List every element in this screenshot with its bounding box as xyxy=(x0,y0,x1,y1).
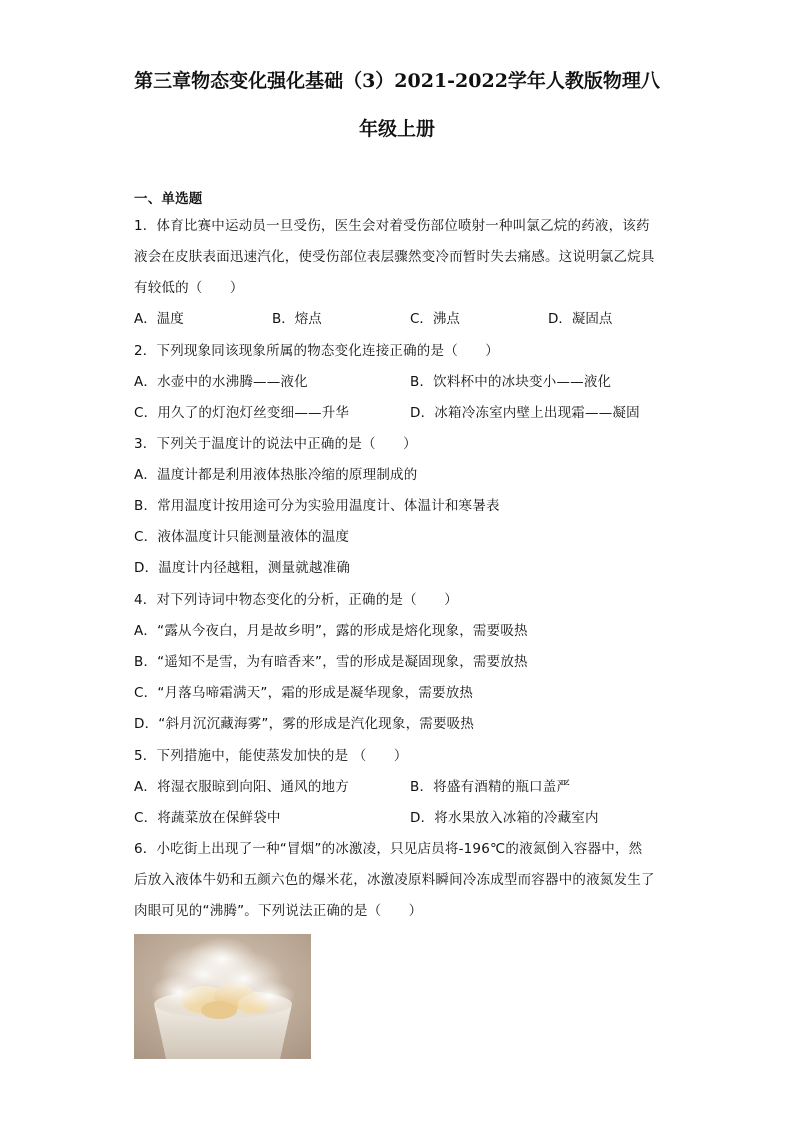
ice-cream-photo xyxy=(134,934,311,1059)
q2-option-b: B．饮料杯中的冰块变小——液化 xyxy=(410,374,612,390)
q1-option-a: A．温度 xyxy=(134,311,184,327)
q6-stem-line3: 肉眼可见的“沸腾”。下列说法正确的是（ ） xyxy=(134,903,423,919)
q4-option-b: B．“遥知不是雪，为有暗香来”，雪的形成是凝固现象，需要放热 xyxy=(134,654,528,670)
q1-option-d: D．凝固点 xyxy=(548,311,613,327)
section-heading: 一、单选题 xyxy=(134,191,203,207)
q4-option-d: D．“斜月沉沉藏海雾”，雾的形成是汽化现象，需要吸热 xyxy=(134,716,475,732)
q5-option-d: D．将水果放入冰箱的冷藏室内 xyxy=(410,810,599,826)
q5-option-b: B．将盛有酒精的瓶口盖严 xyxy=(410,779,571,795)
document-title-line1: 第三章物态变化强化基础（3）2021-2022学年人教版物理八 xyxy=(134,70,660,92)
q6-stem-line1: 6．小吃街上出现了一种“冒烟”的冰激凌，只见店员将-196℃的液氮倒入容器中，然 xyxy=(134,841,643,857)
q1-stem-line3: 有较低的（ ） xyxy=(134,280,244,296)
q1-stem-line1: 1．体育比赛中运动员一旦受伤，医生会对着受伤部位喷射一种叫氯乙烷的药液，该药 xyxy=(134,218,650,234)
q5-option-a: A．将湿衣服晾到向阳、通风的地方 xyxy=(134,779,349,795)
q5-stem: 5．下列措施中，能使蒸发加快的是 （ ） xyxy=(134,748,408,764)
q1-stem-line2: 液会在皮肤表面迅速汽化，使受伤部位表层骤然变冷而暂时失去痛感。这说明氯乙烷具 xyxy=(134,249,655,265)
q3-option-b: B．常用温度计按用途可分为实验用温度计、体温计和寒暑表 xyxy=(134,498,500,514)
q2-stem: 2．下列现象同该现象所属的物态变化连接正确的是（ ） xyxy=(134,343,499,359)
q1-option-c: C．沸点 xyxy=(410,311,460,327)
q2-option-d: D．冰箱冷冻室内壁上出现霜——凝固 xyxy=(410,405,640,421)
q3-option-a: A．温度计都是利用液体热胀冷缩的原理制成的 xyxy=(134,467,418,483)
q2-option-c: C．用久了的灯泡灯丝变细——升华 xyxy=(134,405,350,421)
q3-option-d: D．温度计内径越粗，测量就越准确 xyxy=(134,560,351,576)
q3-stem: 3．下列关于温度计的说法中正确的是（ ） xyxy=(134,436,417,452)
q4-option-a: A．“露从今夜白，月是故乡明”，露的形成是熔化现象，需要吸热 xyxy=(134,623,528,639)
q4-option-c: C．“月落乌啼霜满天”，霜的形成是凝华现象，需要放热 xyxy=(134,685,474,701)
q3-option-c: C．液体温度计只能测量液体的温度 xyxy=(134,529,350,545)
q6-stem-line2: 后放入液体牛奶和五颜六色的爆米花，冰激凌原料瞬间冷冻成型而容器中的液氮发生了 xyxy=(134,872,655,888)
ice-cream-illustration xyxy=(134,934,311,1059)
q1-option-b: B．熔点 xyxy=(272,311,322,327)
q5-option-c: C．将蔬菜放在保鲜袋中 xyxy=(134,810,281,826)
q2-option-a: A．水壶中的水沸腾——液化 xyxy=(134,374,308,390)
document-title-line2: 年级上册 xyxy=(358,118,435,140)
q4-stem: 4．对下列诗词中物态变化的分析，正确的是（ ） xyxy=(134,592,458,608)
